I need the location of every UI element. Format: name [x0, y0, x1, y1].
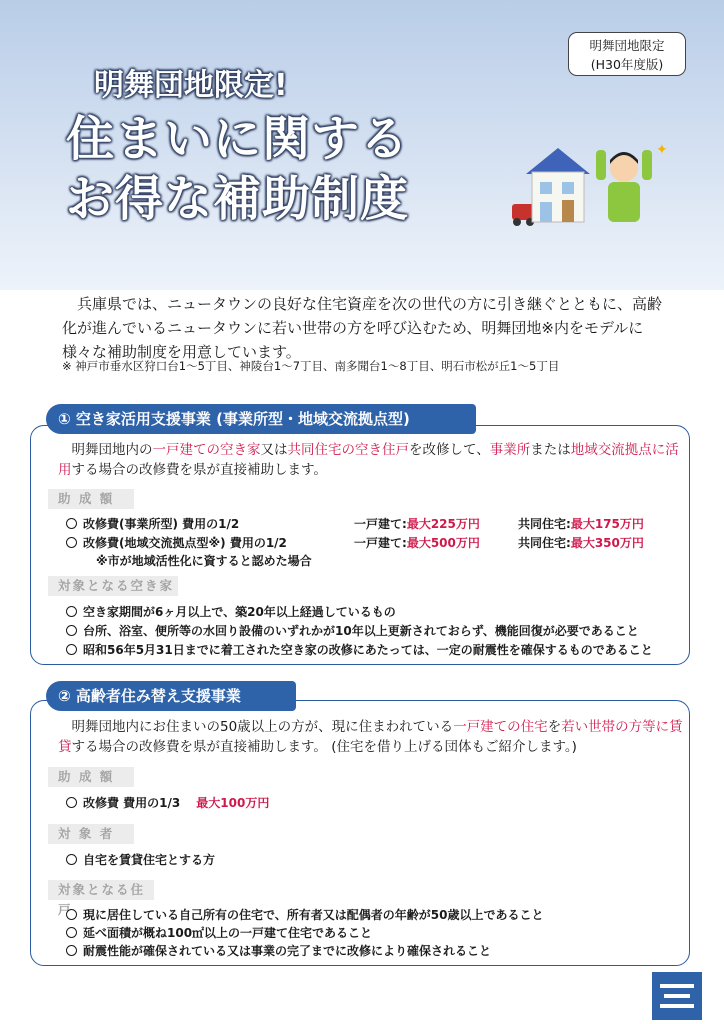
desc-highlight: 一戸建ての空き家 [152, 442, 261, 458]
target-item [66, 925, 372, 941]
badge-line1: 明舞団地限定 [589, 38, 665, 53]
house-label: 一戸建て: [354, 517, 407, 531]
desc-text: を [547, 719, 562, 735]
apartment-label: 共同住宅: [518, 536, 571, 550]
desc-text: 明舞団地内にお住まいの50歳以上の方が、現に住まわれている [71, 719, 454, 735]
target-text: 台所、浴室、便所等の水回り設備のいずれかが10年以上更新されておらず、機能回復が必要であること [83, 624, 639, 638]
circle-bullet-icon [66, 518, 77, 529]
target-text: 延べ面積が概ね100㎡以上の一戸建て住宅であること [83, 926, 373, 940]
subsidy-house [354, 535, 480, 551]
house-amount: 最大500万円 [406, 536, 480, 550]
desc-text: する場合の改修費を県が直接補助します。 [71, 462, 327, 478]
section2-heading: ② 高齢者住み替え支援事業 [46, 681, 296, 711]
title-line1: 明舞団地限定! [94, 68, 288, 103]
person-item [66, 852, 215, 868]
subsidy-row [66, 516, 239, 532]
circle-bullet-icon [66, 537, 77, 548]
circle-bullet-icon [66, 797, 77, 808]
desc-text: または [530, 442, 571, 458]
subsidy-item: 改修費 費用の1/3 [83, 796, 181, 810]
svg-text:✦: ✦ [656, 142, 668, 158]
target-item [66, 623, 639, 639]
subsidy-item: 改修費(事業所型) 費用の1/2 [83, 517, 240, 531]
circle-bullet-icon [66, 945, 77, 956]
house-amount: 最大225万円 [406, 517, 480, 531]
prefecture-logo-icon [652, 972, 702, 1020]
house-person-illustration [506, 140, 666, 240]
subsidy-item: 改修費(地域交流拠点型※) 費用の1/2 [83, 536, 287, 550]
target-item [66, 642, 653, 658]
desc-highlight: 事業所 [489, 442, 531, 458]
subsidy-row [66, 795, 269, 811]
apartment-amount: 最大175万円 [570, 517, 644, 531]
apartment-amount: 最大350万円 [570, 536, 644, 550]
subsidy-amount: 最大100万円 [196, 796, 270, 810]
subsidy-footnote: ※市が地域活性化に資すると認めた場合 [96, 554, 312, 568]
circle-bullet-icon [66, 625, 77, 636]
target-text: 耐震性能が確保されている又は事業の完了までに改修により確保されること [83, 944, 492, 958]
circle-bullet-icon [66, 644, 77, 655]
desc-text: する場合の改修費を県が直接補助します。 (住宅を借り上げる団体もご紹介します。) [71, 739, 577, 755]
circle-bullet-icon [66, 927, 77, 938]
section2-subsidy-label: 助 成 額 [48, 767, 134, 787]
title-line2: 住まいに関する [66, 111, 410, 167]
section1-description [58, 440, 688, 480]
desc-text: 明舞団地内の [71, 442, 153, 458]
target-text: 昭和56年5月31日までに着工された空き家の改修にあたっては、一定の耐震性を確保するものであること [83, 643, 653, 657]
circle-bullet-icon [66, 909, 77, 920]
subsidy-apartment [518, 535, 644, 551]
circle-bullet-icon [66, 606, 77, 617]
circle-bullet-icon [66, 854, 77, 865]
desc-highlight: 地域交流拠点に活用 [58, 442, 679, 478]
title-line3: お得な補助制度 [66, 171, 410, 227]
badge-line2: (H30年度版) [590, 57, 664, 72]
target-text: 空き家期間が6ヶ月以上で、築20年以上経過しているもの [83, 605, 396, 619]
target-item [66, 907, 543, 923]
section2-target-label: 対象となる住戸 [48, 880, 154, 900]
edition-badge [568, 32, 686, 76]
person-text: 自宅を賃貸住宅とする方 [83, 853, 216, 867]
section2-person-label: 対 象 者 [48, 824, 134, 844]
section1-heading: ① 空き家活用支援事業 (事業所型・地域交流拠点型) [46, 404, 476, 434]
subsidy-house [354, 516, 480, 532]
subsidy-apartment [518, 516, 644, 532]
desc-highlight: 一戸建ての住宅 [453, 719, 548, 735]
target-item [66, 943, 491, 959]
house-label: 一戸建て: [354, 536, 407, 550]
section1-target-label: 対象となる空き家 [48, 576, 178, 596]
subsidy-row [66, 535, 287, 551]
area-note: ※ 神戸市垂水区狩口台1〜5丁目、神陵台1〜7丁目、南多聞台1〜8丁目、明石市松が丘1〜5丁目 [62, 359, 560, 373]
desc-text: 又は [260, 442, 288, 458]
target-text: 現に居住している自己所有の住宅で、所有者又は配偶者の年齢が50歳以上であること [83, 908, 544, 922]
desc-highlight: 若い世帯の方等に賃貸 [58, 719, 683, 755]
apartment-label: 共同住宅: [518, 517, 571, 531]
target-item [66, 604, 396, 620]
intro-text: 兵庫県では、ニュータウンの良好な住宅資産を次の世代の方に引き継ぐとともに、高齢化が進んでいるニュータウンに若い世帯の方を呼び込むため、明舞団地※内をモデルに様々な補助制度を用意しています。 [62, 295, 663, 361]
section1-subsidy-label: 助 成 額 [48, 489, 134, 509]
desc-text: を改修して、 [409, 442, 490, 458]
section2-description [58, 717, 688, 757]
desc-highlight: 共同住宅の空き住戸 [287, 442, 409, 458]
